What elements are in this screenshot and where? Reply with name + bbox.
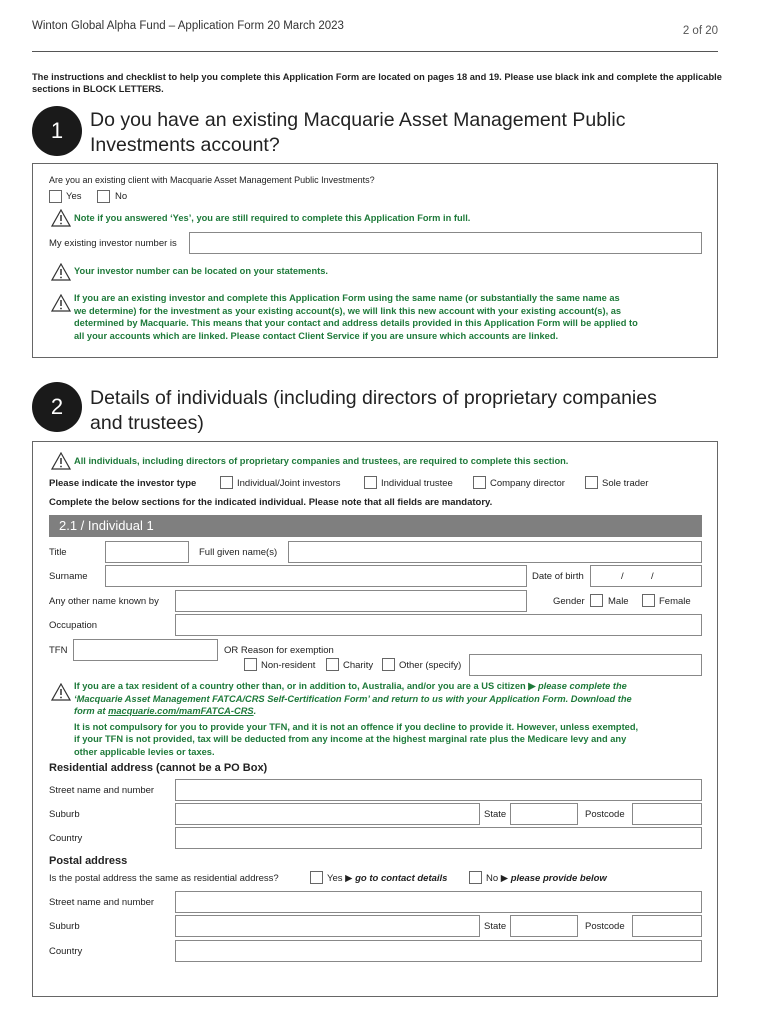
exemption-other-field[interactable]	[469, 654, 702, 676]
note-linked-accounts-line3: determined by Macquarie. This means that your contact and address details provided in this Application Form will be applied to	[74, 318, 638, 328]
tax-resident-note-form-at: form at	[74, 706, 109, 716]
postal-country-label: Country	[49, 946, 83, 957]
gender-female-label: Female	[659, 596, 691, 607]
exemption-charity-label: Charity	[343, 660, 374, 671]
postal-same-no-checkbox[interactable]	[469, 871, 482, 884]
existing-client-question: Are you an existing client with Macquarie Asset Management Public Investments?	[49, 175, 375, 185]
surname-label: Surname	[49, 571, 88, 582]
postal-same-question: Is the postal address the same as residential address?	[49, 873, 279, 884]
postal-same-yes-text: Yes ▶	[327, 873, 356, 884]
section-2-number: 2	[32, 382, 82, 432]
residential-street-label: Street name and number	[49, 785, 155, 796]
note-linked-accounts-line2: we determine) for the investment as your existing account(s), we will link this new account with your existing account(s), as	[74, 305, 622, 316]
intro-instructions: The instructions and checklist to help you complete this Application Form are located on pages 18 and 19. Please use black ink and complete the applicable sections in BLOCK LETTERS.	[32, 72, 722, 94]
gender-label: Gender	[553, 596, 585, 607]
gender-female-checkbox[interactable]	[642, 594, 655, 607]
residential-state-field[interactable]	[510, 803, 578, 825]
warning-triangle-icon	[51, 263, 71, 281]
section-1-number: 1	[32, 106, 82, 156]
tax-resident-note-action: please complete the	[537, 681, 627, 691]
residential-postcode-label: Postcode	[585, 809, 625, 820]
other-name-label: Any other name known by	[49, 596, 159, 607]
tax-resident-note-line1	[74, 680, 638, 693]
tax-resident-note-text: If you are a tax resident of a country other than, or in addition to, Australia, and/or you are a US citizen ▶	[74, 681, 538, 691]
investor-type-individual-trustee-checkbox[interactable]	[364, 476, 377, 489]
section-1-title-line2: Investments account?	[90, 134, 280, 156]
tax-resident-note-line3	[74, 705, 638, 718]
residential-country-field[interactable]	[175, 827, 702, 849]
postal-suburb-field[interactable]	[175, 915, 480, 937]
dob-separator-2: /	[651, 571, 654, 582]
postal-postcode-field[interactable]	[632, 915, 702, 937]
residential-suburb-label: Suburb	[49, 809, 80, 820]
title-field[interactable]	[105, 541, 189, 563]
warning-triangle-icon	[51, 294, 71, 312]
existing-client-no-label: No	[115, 191, 128, 202]
document-title: Winton Global Alpha Fund – Application Form 20 March 2023	[32, 20, 344, 32]
note-linked-accounts	[74, 292, 638, 342]
exemption-non-resident-checkbox[interactable]	[244, 658, 257, 671]
postal-address-heading: Postal address	[49, 855, 128, 867]
investor-type-sole-trader-label: Sole trader	[602, 478, 649, 489]
exemption-label: OR Reason for exemption	[224, 645, 334, 656]
investor-type-company-director-checkbox[interactable]	[473, 476, 486, 489]
dob-field[interactable]	[590, 565, 702, 587]
postal-same-no-label	[486, 873, 607, 884]
fatca-crs-link[interactable]: macquarie.com/mamFATCA-CRS	[108, 706, 254, 716]
postal-same-no-text: No ▶	[486, 873, 511, 884]
postal-state-field[interactable]	[510, 915, 578, 937]
section-1-title-line1: Do you have an existing Macquarie Asset Management Public	[90, 109, 626, 131]
postal-postcode-label: Postcode	[585, 921, 625, 932]
tfn-note-line3: other applicable levies or taxes.	[74, 746, 215, 757]
investor-type-individual-trustee-label: Individual trustee	[381, 478, 453, 489]
residential-suburb-field[interactable]	[175, 803, 480, 825]
existing-client-no-checkbox[interactable]	[97, 190, 110, 203]
residential-country-label: Country	[49, 833, 83, 844]
warning-triangle-icon	[51, 683, 71, 701]
note-linked-accounts-line4: all your accounts which are linked. Please contact Client Service if you are unsure which accounts are linked.	[74, 330, 559, 341]
gender-male-checkbox[interactable]	[590, 594, 603, 607]
header-divider	[32, 51, 718, 52]
investor-number-field[interactable]	[189, 232, 702, 254]
dob-separator-1: /	[621, 571, 624, 582]
note-all-individuals: All individuals, including directors of proprietary companies and trustees, are required to complete this section.	[74, 456, 569, 466]
tfn-note-line1: It is not compulsory for you to provide your TFN, and it is not an offence if you decline to provide it. However, unless exempted,	[74, 721, 639, 732]
postal-country-field[interactable]	[175, 940, 702, 962]
warning-triangle-icon	[51, 209, 71, 227]
tax-resident-note-line2	[74, 693, 638, 706]
individual-1-bar: 2.1 / Individual 1	[49, 515, 702, 537]
occupation-field[interactable]	[175, 614, 702, 636]
exemption-charity-checkbox[interactable]	[326, 658, 339, 671]
existing-client-yes-label: Yes	[66, 191, 82, 202]
surname-field[interactable]	[105, 565, 527, 587]
postal-same-yes-checkbox[interactable]	[310, 871, 323, 884]
note-investor-number: Your investor number can be located on your statements.	[74, 266, 328, 276]
complete-sections-note: Complete the below sections for the indicated individual. Please note that all fields are mandatory.	[49, 497, 493, 508]
tax-resident-note-period: .	[253, 706, 257, 716]
given-names-field[interactable]	[288, 541, 702, 563]
postal-suburb-label: Suburb	[49, 921, 80, 932]
gender-male-label: Male	[608, 596, 629, 607]
investor-number-label: My existing investor number is	[49, 238, 177, 249]
tfn-note-line2: if your TFN is not provided, tax will be deducted from any income at the highest marginal rate plus the Medicare levy and any	[74, 734, 627, 744]
residential-postcode-field[interactable]	[632, 803, 702, 825]
residential-address-heading: Residential address (cannot be a PO Box)	[49, 762, 268, 774]
title-label: Title	[49, 547, 67, 558]
section-2-title-line1: Details of individuals (including directors of proprietary companies	[90, 387, 657, 409]
investor-type-individual-joint-label: Individual/Joint investors	[237, 478, 341, 489]
note-answered-yes: Note if you answered ‘Yes’, you are still required to complete this Application Form in full.	[74, 213, 471, 223]
section-2-title-line2: and trustees)	[90, 412, 204, 434]
exemption-non-resident-label: Non-resident	[261, 660, 316, 671]
tax-resident-note	[74, 680, 638, 758]
postal-state-label: State	[484, 921, 507, 932]
investor-type-individual-joint-checkbox[interactable]	[220, 476, 233, 489]
investor-type-company-director-label: Company director	[490, 478, 565, 489]
existing-client-yes-checkbox[interactable]	[49, 190, 62, 203]
note-linked-accounts-line1: If you are an existing investor and complete this Application Form using the same name (or substantially the same name as	[74, 293, 620, 303]
tax-resident-note-form-name: ‘Macquarie Asset Management FATCA/CRS Self-Certification Form’ and return to us with your Application Form. Download the	[74, 693, 632, 704]
occupation-label: Occupation	[49, 620, 98, 631]
exemption-other-label: Other (specify)	[399, 660, 462, 671]
residential-street-field[interactable]	[175, 779, 702, 801]
page-number: 2 of 20	[682, 25, 718, 37]
given-names-label: Full given name(s)	[199, 547, 278, 558]
investor-type-sole-trader-checkbox[interactable]	[585, 476, 598, 489]
postal-street-field[interactable]	[175, 891, 702, 913]
exemption-other-checkbox[interactable]	[382, 658, 395, 671]
postal-street-label: Street name and number	[49, 897, 155, 908]
tfn-label: TFN	[49, 645, 68, 656]
postal-same-yes-label	[327, 873, 447, 884]
dob-label: Date of birth	[532, 571, 584, 582]
postal-same-no-action: please provide below	[510, 873, 607, 884]
other-name-field[interactable]	[175, 590, 527, 612]
residential-state-label: State	[484, 809, 507, 820]
investor-type-label: Please indicate the investor type	[49, 478, 197, 489]
tfn-field[interactable]	[73, 639, 218, 661]
warning-triangle-icon	[51, 452, 71, 470]
postal-same-yes-action: go to contact details	[355, 873, 448, 884]
